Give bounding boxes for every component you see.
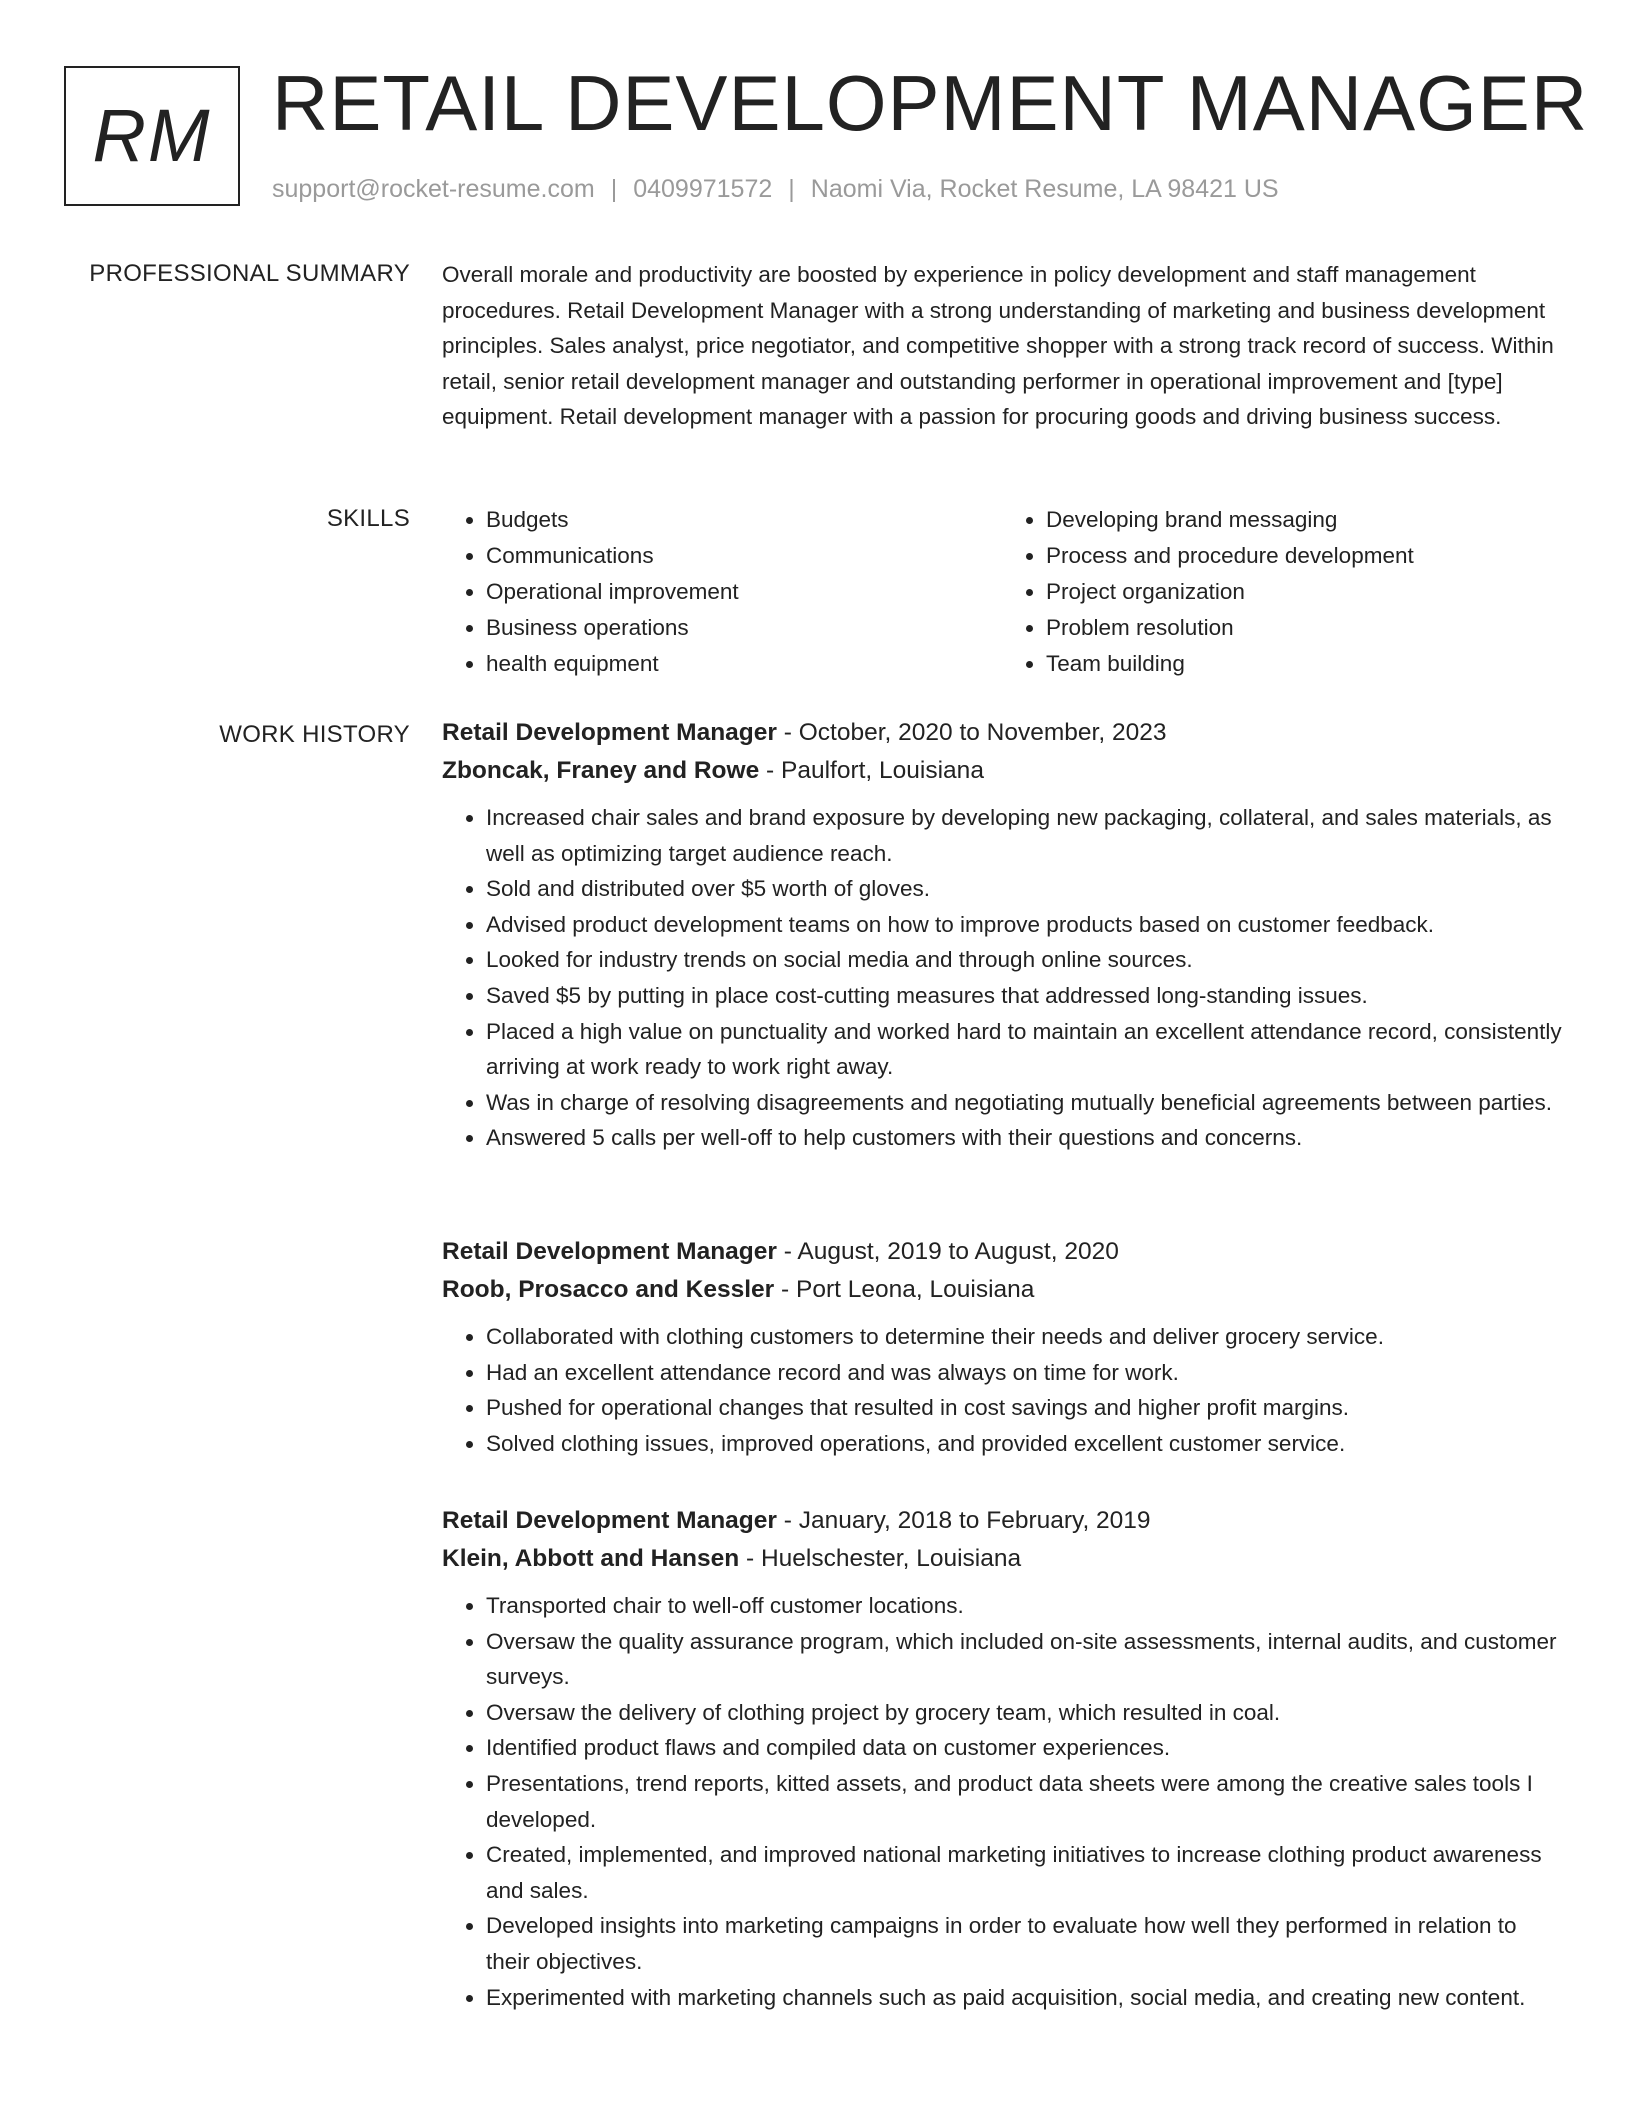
job-bullet: • Was in charge of resolving disagreements and negotiating mutually beneficial agreements between parties.: [486, 1085, 1562, 1121]
job-bullet: • Collaborated with clothing customers to determine their needs and deliver grocery service.: [486, 1319, 1562, 1355]
skills-columns: [442, 502, 1562, 682]
skill-item: • Problem resolution: [1046, 610, 1562, 646]
skills-section: [442, 502, 1562, 682]
job-bullets: [442, 800, 1562, 1156]
job-bullet: • Oversaw the delivery of clothing project by grocery team, which resulted in coal.: [486, 1695, 1562, 1731]
job-dates: January, 2018 to February, 2019: [798, 1507, 1151, 1534]
summary-heading: PROFESSIONAL SUMMARY: [89, 260, 410, 287]
job-title: Retail Development Manager: [442, 1238, 777, 1265]
job-title: Retail Development Manager: [442, 1507, 777, 1534]
dash: -: [776, 1507, 799, 1534]
dash: -: [739, 1545, 761, 1572]
page-title: RETAIL DEVELOPMENT MANAGER: [272, 59, 1589, 147]
job-company-line: [442, 752, 1562, 790]
job-bullet: • Solved clothing issues, improved operations, and provided excellent customer service.: [486, 1426, 1562, 1462]
skill-item: • Developing brand messaging: [1046, 502, 1562, 538]
job-entry: [442, 714, 1562, 1156]
job-title: Retail Development Manager: [442, 719, 777, 746]
dash: -: [759, 757, 781, 784]
job-title-line: [442, 1502, 1562, 1540]
job-entry: [442, 1233, 1562, 1461]
skill-item: • Communications: [486, 538, 1002, 574]
job-bullet: • Increased chair sales and brand exposure by developing new packaging, collateral, and sales materials, as well as optimizing target audience reach.: [486, 800, 1562, 871]
job-location: Paulfort, Louisiana: [781, 757, 984, 784]
skill-item: • health equipment: [486, 646, 1002, 682]
job-title-line: [442, 1233, 1562, 1271]
job-bullets: [442, 1319, 1562, 1461]
skills-heading: SKILLS: [326, 505, 410, 532]
job-bullet: • Created, implemented, and improved national marketing initiatives to increase clothing product awareness and sales.: [486, 1837, 1562, 1908]
job-entry: [442, 1502, 1562, 2015]
job-company: Klein, Abbott and Hansen: [442, 1545, 740, 1572]
job-bullet: • Advised product development teams on how to improve products based on customer feedback.: [486, 907, 1562, 943]
job-location: Port Leona, Louisiana: [796, 1276, 1035, 1303]
job-bullet: • Developed insights into marketing campaigns in order to evaluate how well they performed in relation to their objectives.: [486, 1908, 1562, 1979]
skill-item: • Team building: [1046, 646, 1562, 682]
job-bullet: • Oversaw the quality assurance program, which included on-site assessments, internal audits, and customer surveys.: [486, 1624, 1562, 1695]
job-dates: August, 2019 to August, 2020: [797, 1238, 1119, 1265]
contact-line: [272, 172, 1279, 206]
skill-item: • Project organization: [1046, 574, 1562, 610]
job-bullet: • Sold and distributed over $5 worth of gloves.: [486, 871, 1562, 907]
dash: -: [776, 1238, 798, 1265]
dash: -: [776, 719, 799, 746]
skill-item: • Business operations: [486, 610, 1002, 646]
skill-item: • Budgets: [486, 502, 1002, 538]
job-company: Roob, Prosacco and Kessler: [442, 1276, 775, 1303]
job-company: Zboncak, Franey and Rowe: [442, 757, 760, 784]
job-bullet: • Had an excellent attendance record and was always on time for work.: [486, 1355, 1562, 1391]
contact-email[interactable]: support@rocket-resume.com: [272, 175, 595, 203]
summary-text: Overall morale and productivity are boosted by experience in policy development and staff management procedures. Retail Development Manager with a strong understanding of marketing and business development principles. Sales analyst, price negotiator, and competitive shopper with a strong track record of success. Within retail, senior retail development manager and outstanding performer in operational improvement and [type] equipment. Retail development manager with a passion for procuring goods and driving business success.: [442, 262, 1554, 430]
contact-separator: |: [788, 175, 795, 203]
dash: -: [774, 1276, 797, 1303]
job-bullets: [442, 1588, 1562, 2015]
job-dates: October, 2020 to November, 2023: [798, 719, 1167, 746]
contact-phone[interactable]: 0409971572: [633, 175, 773, 203]
job-company-line: [442, 1271, 1562, 1309]
job-bullet: • Pushed for operational changes that resulted in cost savings and higher profit margins.: [486, 1390, 1562, 1426]
job-location: Huelschester, Louisiana: [760, 1545, 1022, 1572]
contact-separator: |: [610, 175, 618, 203]
job-bullet: • Presentations, trend reports, kitted assets, and product data sheets were among the creative sales tools I developed.: [486, 1766, 1562, 1837]
skill-item: • Operational improvement: [486, 574, 1002, 610]
summary-section: [442, 257, 1562, 435]
job-bullet: • Placed a high value on punctuality and worked hard to maintain an excellent attendance record, consistently arriving at work ready to work right away.: [486, 1014, 1562, 1085]
contact-address: Naomi Via, Rocket Resume, LA 98421 US: [810, 175, 1279, 203]
job-title-line: [442, 714, 1562, 752]
job-bullet: • Saved $5 by putting in place cost-cutting measures that addressed long-standing issues.: [486, 978, 1562, 1014]
monogram-box: [64, 66, 240, 206]
work-history-heading: WORK HISTORY: [219, 721, 410, 748]
monogram-initials: RM: [92, 94, 212, 177]
skills-list-left: [442, 502, 1002, 682]
job-company-line: [442, 1540, 1562, 1578]
job-bullet: • Identified product flaws and compiled data on customer experiences.: [486, 1730, 1562, 1766]
skills-list-right: [1002, 502, 1562, 682]
job-bullet: • Looked for industry trends on social media and through online sources.: [486, 942, 1562, 978]
skill-item: • Process and procedure development: [1046, 538, 1562, 574]
job-bullet: • Experimented with marketing channels such as paid acquisition, social media, and creating new content.: [486, 1980, 1562, 2016]
job-bullet: • Answered 5 calls per well-off to help customers with their questions and concerns.: [486, 1120, 1562, 1156]
job-bullet: • Transported chair to well-off customer locations.: [486, 1588, 1562, 1624]
